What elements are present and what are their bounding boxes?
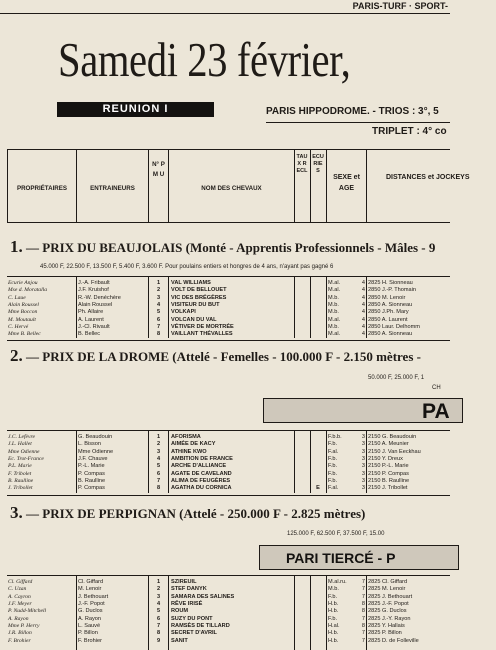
column-divider (76, 277, 77, 338)
owner: Mse d. Moratalla (8, 287, 47, 294)
owner: C. Hervé (8, 324, 29, 331)
owner: A. Rayon (8, 615, 29, 622)
horse-name: AMBITION DE FRANCE (171, 456, 233, 463)
horse-age: 3 (361, 456, 365, 463)
hippodrome-line: PARIS HIPPODROME. - TRIOS : 3°, 5 (266, 106, 439, 117)
trainer: J.F. Kruishof (78, 287, 109, 294)
trainer: P. Compas (78, 470, 105, 477)
column-divider (366, 277, 367, 338)
header-taux: TAUX RECL (296, 154, 308, 174)
horse-sex: M.b. (328, 294, 339, 301)
horse-age: 4 (361, 302, 365, 309)
horse-name: RAMSÈS DE TILLARD (171, 623, 230, 630)
horse-name: SUZY DU PONT (171, 615, 213, 622)
horse-age: 8 (361, 608, 365, 615)
race-2-rule (7, 430, 450, 431)
trainer: M. Lenoir (78, 586, 102, 593)
horse-sex: H.b. (328, 601, 339, 608)
race-2-number: 2. (10, 346, 23, 365)
column-divider (294, 576, 295, 650)
horse-age: 3 (361, 434, 365, 440)
runner-number: 4 (156, 456, 161, 463)
runner-number: 3 (156, 593, 161, 600)
runner-number: 6 (156, 316, 161, 323)
race-3-trainers (78, 579, 147, 645)
runner-number: 7 (156, 478, 161, 485)
horse-age: 7 (361, 637, 365, 644)
column-divider (310, 576, 311, 650)
horse-name: VOLKAPI (171, 309, 196, 316)
horse-sex: F.b. (328, 615, 338, 622)
race-2-allocations-2: CH (432, 385, 441, 391)
horse-name: AGATE DE CAVELAND (171, 470, 232, 477)
owner: M. Moutault (8, 316, 36, 323)
owner: Alain Roussel (8, 302, 39, 309)
distance-jockey: 2150 P. Compas (368, 470, 409, 477)
column-divider (326, 576, 327, 650)
horse-sex: F.b. (328, 463, 338, 470)
horse-name: SAMARA DES SALINES (171, 593, 235, 600)
horse-age: 7 (361, 630, 365, 637)
column-divider (310, 277, 311, 338)
runner-number: 2 (156, 586, 161, 593)
owner: J.L. Hallet (8, 441, 32, 448)
horse-sex: M.b. (328, 586, 339, 593)
race-3-sexe (328, 579, 356, 645)
date-title: Samedi 23 février, (58, 32, 351, 87)
ecurie-mark (312, 463, 324, 470)
race-3-title (10, 503, 366, 522)
horse-sex: F.b. (328, 441, 338, 448)
column-divider (148, 431, 149, 493)
trainer: J.-F. Popot (78, 601, 105, 608)
horse-age: 3 (361, 470, 365, 477)
runner-number: 7 (156, 623, 161, 630)
header-bottom-rule (7, 222, 450, 223)
header-proprietaires: PROPRIÉTAIRES (16, 185, 68, 192)
runner-number: 6 (156, 615, 161, 622)
horse-name: ALIMA DE FEUGÈRES (171, 478, 231, 485)
horse-sex: F.b. (328, 593, 338, 600)
race-2-owners (8, 434, 74, 493)
header-sexe: SEXE et AGE (333, 174, 360, 192)
race-2-nums (150, 434, 167, 493)
horse-age: 7 (361, 579, 365, 585)
horse-name: SECRET D'AVRIL (171, 630, 217, 637)
horse-name: VAILLANT THÉVALLES (171, 331, 233, 338)
race-1-end-rule (7, 340, 450, 341)
column-divider (148, 277, 149, 338)
distance-jockey: 2825 J.-Y. Rayon (368, 615, 411, 622)
distance-jockey: 2150 J. Van Eeckhau (368, 448, 421, 455)
trainer: F. Brohier (78, 637, 102, 644)
race-2-jockeys (368, 434, 450, 493)
distance-jockey: 2150 P.-L. Marie (368, 463, 409, 470)
trainer: B. Raulline (78, 478, 106, 485)
reunion-label: REUNION I (57, 102, 214, 117)
horse-age: 8 (361, 623, 365, 630)
trainer: J.-A. Fribault (78, 280, 110, 286)
horse-name: VIC DES BRÉGÈRES (171, 294, 227, 301)
horse-sex: H.b. (328, 608, 339, 615)
trainer: A. Laurent (78, 316, 104, 323)
runner-number: 5 (156, 463, 161, 470)
runner-number: 2 (156, 441, 161, 448)
column-divider (148, 576, 149, 650)
horse-sex: F.al. (328, 448, 339, 455)
horse-name: VAL WILLIAMS (171, 280, 211, 286)
horse-age: 4 (361, 324, 365, 331)
race-1-allocations: 45.000 F, 22.500 F, 13.500 F, 5.400 F, 3.600 F. Pour poulains entiers et hongres de 4 ans, n'ayant pas gagné 6 (40, 264, 334, 270)
distance-jockey: 2825 M. Lenoir (368, 586, 406, 593)
trainer: G. Duclos (78, 608, 103, 615)
trainer: Alain Roussel (78, 302, 113, 309)
horse-age: 4 (361, 280, 365, 286)
race-2-title (10, 346, 421, 365)
race-1-rule (7, 276, 450, 277)
ecurie-mark (312, 456, 324, 463)
header-divider (294, 149, 295, 223)
column-divider (168, 277, 169, 338)
race-3-number: 3. (10, 503, 23, 522)
distance-jockey: 2850 Laur. Delhomm (368, 324, 420, 331)
race-2-end-rule (7, 495, 450, 496)
distance-jockey: 2150 J. Tribollet (368, 485, 408, 492)
owner: Mme P. Herry (8, 623, 40, 630)
race-2-ages (356, 434, 365, 493)
runner-number: 7 (156, 324, 161, 331)
distance-jockey: 2825 Cl. Giffard (368, 579, 408, 585)
distance-jockey: 2150 A. Meunier (368, 441, 409, 448)
horse-sex: M.b. (328, 324, 339, 331)
horse-sex: F.b. (328, 456, 338, 463)
trainer: J.-Cl. Rivault (78, 324, 110, 331)
race-1-horses (171, 280, 293, 339)
distance-jockey: 2850 A. Sionneau (368, 302, 413, 309)
owner: J. Tribollet (8, 485, 33, 492)
horse-name: SANIT (171, 637, 188, 644)
horse-sex: M.al. (328, 316, 341, 323)
race-3-allocations: 125.000 F, 62.500 F, 37.500 F, 15.00 (287, 531, 385, 537)
owner: J.F. Meyer (8, 601, 32, 608)
ecurie-mark (312, 449, 324, 456)
horse-name: ATHINE KWO (171, 448, 207, 455)
header-distances: DISTANCES et JOCKEYS (386, 174, 470, 181)
trainer: G. Beaudouin (78, 434, 113, 440)
horse-age: 3 (361, 441, 365, 448)
trainer: Ph. Allaire (78, 309, 104, 316)
owner: F. Brohier (8, 637, 31, 644)
distance-jockey: 2825 P. Billon (368, 630, 402, 637)
race-3-name: — PRIX DE PERPIGNAN (Attelé - 250.000 F - 2.825 mètres) (26, 506, 366, 521)
trainer: A. Rayon (78, 615, 102, 622)
race-3-nums (150, 579, 167, 645)
owner: J.C. Lefèvre (8, 434, 35, 440)
horse-name: VÉTIVER DE MORTRÉE (171, 324, 234, 331)
ecurie-mark: E (316, 485, 320, 492)
horse-age: 4 (361, 294, 365, 301)
horse-sex: M.al. (328, 331, 341, 338)
header-entraineurs: ENTRAINEURS (90, 185, 135, 192)
distance-jockey: 2825 Y. Hallais (368, 623, 405, 630)
horse-name: AIMÉE DE KACY (171, 441, 216, 448)
horse-name: VOLT DE BELLOUET (171, 287, 227, 294)
runner-number: 1 (156, 434, 161, 440)
horse-name: STEF DANYK (171, 586, 207, 593)
trainer: B. Bellec (78, 331, 101, 338)
header-divider (148, 149, 149, 223)
horse-name: SZIREUIL (171, 579, 197, 585)
horse-sex: M.b. (328, 302, 339, 309)
owner: C. Laue (8, 294, 26, 301)
runner-number: 5 (156, 608, 161, 615)
runner-number: 1 (156, 280, 161, 286)
owner: P.L. Marie (8, 463, 32, 470)
trainer: L. Bisson (78, 441, 102, 448)
distance-jockey: 2850 A. Laurent (368, 316, 408, 323)
horse-name: ARCHE D'ALLIANCE (171, 463, 227, 470)
horse-age: 4 (361, 316, 365, 323)
horse-name: ROUM (171, 608, 189, 615)
trainer: L. Sauvé (78, 623, 101, 630)
horse-sex: M.b. (328, 309, 339, 316)
horse-age: 3 (361, 463, 365, 470)
owner: C. Uzan (8, 586, 27, 593)
header-top-rule (7, 149, 450, 150)
header-noms: NOM DES CHEVAUX (201, 185, 262, 192)
owner: Ecurie Anjou (8, 280, 38, 286)
race-2-ecuries (312, 434, 324, 493)
owner: Mme Odienne (8, 448, 40, 455)
header-divider (310, 149, 311, 223)
column-divider (168, 576, 169, 650)
trainer: P. Compas (78, 485, 105, 492)
horse-sex: M.al. (328, 280, 341, 286)
race-3-jockeys (368, 579, 450, 645)
race-2-horses (171, 434, 293, 493)
race-1-name: — PRIX DU BEAUJOLAIS (Monté - Apprentis Professionnels - Mâles - 9 (26, 240, 436, 255)
horse-sex: M.al.ru. (328, 579, 347, 585)
trainer: J.F. Chauve (78, 456, 108, 463)
masthead: PARIS-TURF · SPORT- (352, 1, 448, 11)
race-2-name: — PRIX DE LA DROME (Attelé - Femelles - 100.000 F - 2.150 mètres - (26, 349, 421, 364)
race-1-number: 1. (10, 237, 23, 256)
distance-jockey: 2850 J.-P. Thomain (368, 287, 416, 294)
owner: Mme Boccon (8, 309, 38, 316)
runner-number: 3 (156, 448, 161, 455)
race-3-ages (357, 579, 365, 645)
trainer: Cl. Giffard (78, 579, 104, 585)
trainer: R.-W. Denéchère (78, 294, 121, 301)
column-divider (366, 431, 367, 493)
distance-jockey: 2150 B. Raulline (368, 478, 410, 485)
trainer: Mme Odienne (78, 448, 114, 455)
header-divider (326, 149, 327, 223)
horse-sex: H.b. (328, 637, 339, 644)
column-divider (326, 277, 327, 338)
column-divider (326, 431, 327, 493)
runner-number: 8 (156, 485, 161, 492)
triplet-line: TRIPLET : 4° co (372, 126, 447, 137)
column-divider (366, 576, 367, 650)
trainer: P.-L. Marie (78, 463, 105, 470)
race-1-title (10, 237, 436, 256)
column-divider (168, 431, 169, 493)
race-2-sexe (328, 434, 354, 493)
runner-number: 8 (156, 630, 161, 637)
race-3-pari-banner: PARI TIERCÉ - P (259, 545, 459, 570)
distance-jockey: 2825 H. Sionneau (368, 280, 413, 286)
distance-jockey: 2825 J. Bethouart (368, 593, 413, 600)
runner-number: 9 (156, 637, 161, 644)
owner: P. Nudd-Mitchell (8, 608, 47, 615)
distance-jockey: 2825 J.-F. Popot (368, 601, 409, 608)
horse-age: 4 (361, 287, 365, 294)
horse-sex: F.b. (328, 470, 338, 477)
trainer: J. Bethouart (78, 593, 109, 600)
owner: B. Raulline (8, 478, 34, 485)
race-1-ages (356, 280, 365, 339)
horse-name: AGATHA DU CORNICA (171, 485, 232, 492)
runner-number: 4 (156, 601, 161, 608)
runner-number: 6 (156, 470, 161, 477)
horse-sex: F.b.b. (328, 434, 342, 440)
race-1-owners (8, 280, 74, 339)
distance-jockey: 2150 G. Beaudouin (368, 434, 417, 440)
ecurie-mark (312, 478, 324, 485)
owner: Ec. Trot-France (8, 456, 44, 463)
runner-number: 5 (156, 309, 161, 316)
owner: F. Tribolet (8, 470, 32, 477)
race-2-allocations: 50.000 F, 25.000 F, 1 (368, 375, 425, 381)
masthead-rule (0, 13, 450, 14)
ecurie-mark (312, 441, 324, 448)
column-divider (294, 277, 295, 338)
race-1-jockeys (368, 280, 450, 339)
column-divider (294, 431, 295, 493)
horse-age: 3 (361, 478, 365, 485)
runner-number: 1 (156, 579, 161, 585)
horse-age: 4 (361, 309, 365, 316)
race-3-rule (7, 575, 450, 576)
horse-age: 7 (361, 586, 365, 593)
horse-sex: M.al. (328, 287, 341, 294)
horse-name: VOLCAN DU VAL (171, 316, 217, 323)
horse-age: 7 (361, 593, 365, 600)
header-npmu: N° P M U (152, 161, 165, 178)
distance-jockey: 2825 D. de Folleville (368, 637, 419, 644)
distance-jockey: 2150 Y. Dreux (368, 456, 403, 463)
distance-jockey: 2850 J.Ph. Mary (368, 309, 409, 316)
owner: J.R. Billon (8, 630, 32, 637)
horse-age: 4 (361, 331, 365, 338)
distance-jockey: 2850 A. Sionneau (368, 331, 413, 338)
runner-number: 8 (156, 331, 161, 338)
trainer: P. Billon (78, 630, 98, 637)
race-1-sexe (328, 280, 354, 339)
horse-sex: H.al. (328, 623, 340, 630)
horse-sex: F.b. (328, 478, 338, 485)
horse-name: VISITEUR DU BUT (171, 302, 220, 309)
horse-age: 3 (361, 485, 365, 492)
hippodrome-rule (266, 122, 450, 123)
column-divider (76, 431, 77, 493)
distance-jockey: 2850 M. Lenoir (368, 294, 406, 301)
owner: A. Cayron (8, 593, 31, 600)
column-divider (310, 431, 311, 493)
horse-name: AFORISMA (171, 434, 201, 440)
horse-age: 7 (361, 615, 365, 622)
ecurie-mark (312, 434, 324, 441)
horse-age: 8 (361, 601, 365, 608)
ecurie-mark (312, 471, 324, 478)
race-3-horses (171, 579, 293, 645)
horse-sex: F.al. (328, 485, 339, 492)
horse-sex: H.b. (328, 630, 339, 637)
race-3-owners (8, 579, 74, 645)
owner: Cl. Giffard (8, 579, 33, 585)
header-ecuries: ECURIES (312, 154, 324, 174)
race-1-trainers (78, 280, 147, 339)
race-2-trainers (78, 434, 147, 493)
runner-number: 2 (156, 287, 161, 294)
runner-number: 3 (156, 294, 161, 301)
distance-jockey: 2825 G. Duclos (368, 608, 407, 615)
horse-name: RÊVE IRISÉ (171, 601, 203, 608)
header-divider (366, 149, 367, 223)
race-2-pari-banner: PA (263, 398, 463, 423)
owner: Mme B. Bellec (8, 331, 41, 338)
horse-age: 3 (361, 448, 365, 455)
column-divider (76, 576, 77, 650)
race-1-nums (150, 280, 167, 339)
runner-number: 4 (156, 302, 161, 309)
